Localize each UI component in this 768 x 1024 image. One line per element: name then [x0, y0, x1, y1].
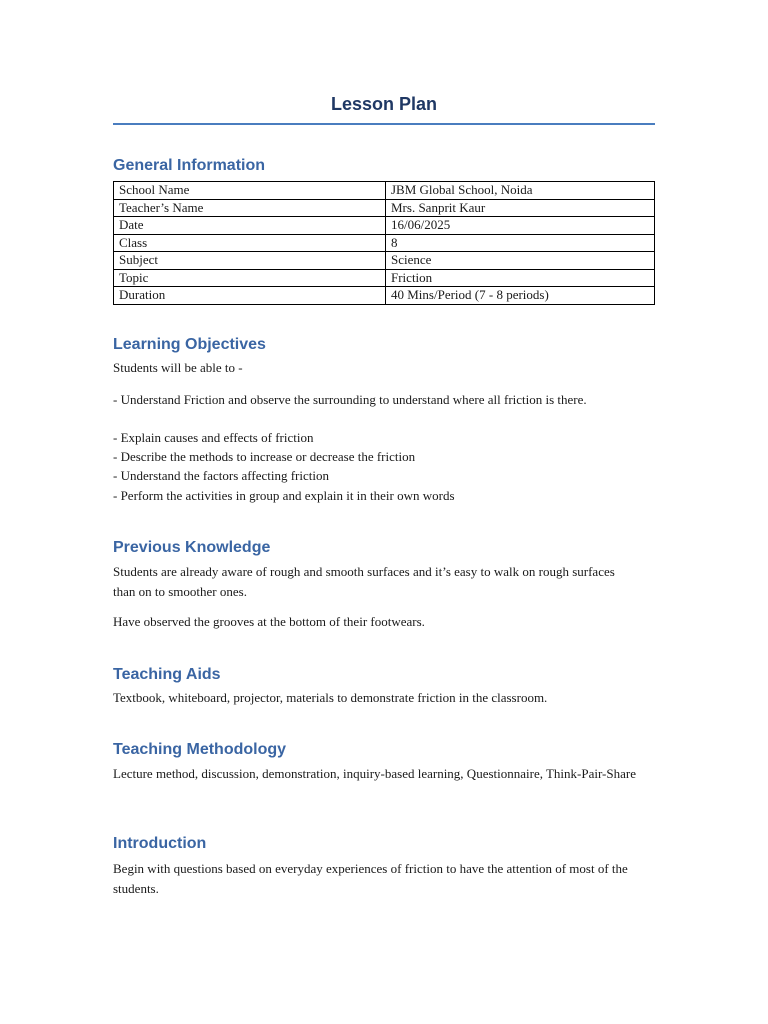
introduction-text: Begin with questions based on everyday experiences of friction to have the attention of most of the students. — [113, 861, 628, 896]
row-value: Friction — [386, 269, 655, 287]
general-information-heading: General Information — [113, 157, 266, 174]
objective-item: - Understand Friction and observe the surrounding to understand where all friction is there. — [113, 392, 587, 407]
row-value: Science — [386, 252, 655, 270]
objective-item: - Understand the factors affecting friction — [113, 468, 329, 483]
row-label: Class — [114, 234, 386, 252]
row-label: Subject — [114, 252, 386, 270]
previous-knowledge-paragraph: Students are already aware of rough and smooth surfaces and it’s easy to walk on rough surfaces than on to smoother ones. — [113, 564, 615, 599]
teaching-aids-text: Textbook, whiteboard, projector, materials to demonstrate friction in the classroom. — [113, 690, 548, 705]
title-underline — [113, 123, 655, 125]
objective-item: - Explain causes and effects of friction — [113, 430, 314, 445]
table-row — [114, 287, 655, 305]
table-row — [114, 199, 655, 217]
page-title: Lesson Plan — [330, 94, 438, 114]
row-label: School Name — [114, 182, 386, 200]
general-information-table — [113, 181, 655, 305]
row-value: Mrs. Sanprit Kaur — [386, 199, 655, 217]
teaching-methodology-heading: Teaching Methodology — [113, 741, 287, 758]
table-row — [114, 217, 655, 235]
previous-knowledge-paragraph: Have observed the grooves at the bottom of their footwears. — [113, 614, 425, 629]
row-label: Teacher’s Name — [114, 199, 386, 217]
row-value: 8 — [386, 234, 655, 252]
table-row — [114, 252, 655, 270]
objective-item: - Perform the activities in group and explain it in their own words — [113, 488, 455, 503]
row-label: Duration — [114, 287, 386, 305]
row-value: 40 Mins/Period (7 - 8 periods) — [386, 287, 655, 305]
row-value: 16/06/2025 — [386, 217, 655, 235]
table-row — [114, 182, 655, 200]
table-row — [114, 234, 655, 252]
row-value: JBM Global School, Noida — [386, 182, 655, 200]
teaching-aids-heading: Teaching Aids — [113, 666, 221, 683]
learning-objectives-heading: Learning Objectives — [113, 336, 266, 353]
row-label: Date — [114, 217, 386, 235]
row-label: Topic — [114, 269, 386, 287]
objective-item: - Describe the methods to increase or decrease the friction — [113, 449, 416, 464]
table-row — [114, 269, 655, 287]
previous-knowledge-heading: Previous Knowledge — [113, 539, 271, 556]
introduction-heading: Introduction — [113, 835, 207, 852]
objectives-intro: Students will be able to - — [113, 360, 243, 375]
teaching-methodology-text: Lecture method, discussion, demonstration, inquiry-based learning, Questionnaire, Think-Pair-Share — [113, 766, 636, 781]
